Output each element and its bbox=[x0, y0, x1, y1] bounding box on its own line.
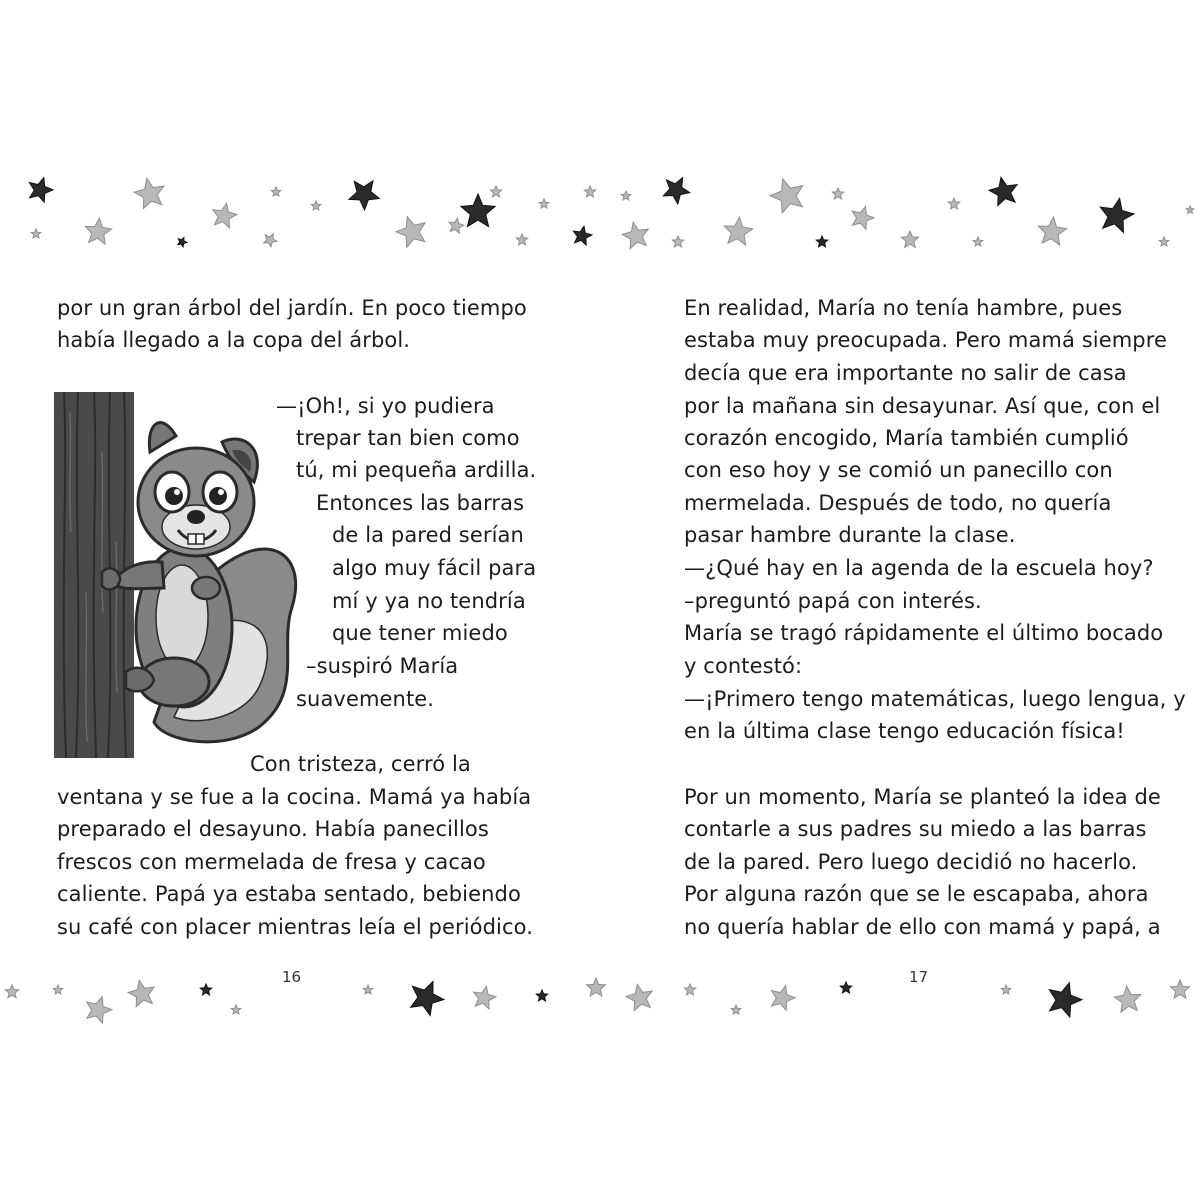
star-border-bottom bbox=[0, 970, 1200, 1030]
star-icon bbox=[946, 196, 962, 212]
star-icon bbox=[82, 216, 114, 248]
star-border-top bbox=[0, 170, 1200, 260]
star-icon bbox=[488, 184, 504, 200]
text-line: —¡Primero tengo matemáticas, luego lengua, y bbox=[684, 687, 1186, 711]
star-icon bbox=[838, 980, 854, 996]
page-number: 16 bbox=[282, 968, 302, 986]
star-icon bbox=[126, 978, 158, 1010]
star-icon bbox=[309, 199, 323, 213]
text-line: —¿Qué hay en la agenda de la escuela hoy? bbox=[684, 556, 1154, 580]
star-icon bbox=[971, 235, 985, 249]
star-icon bbox=[729, 1003, 743, 1017]
text-line: Por alguna razón que se le escapaba, ahora bbox=[684, 882, 1149, 906]
text-line: por un gran árbol del jardín. En poco tiempo bbox=[57, 296, 527, 320]
text-line: en la última clase tengo educación física! bbox=[684, 719, 1125, 743]
star-icon bbox=[767, 983, 797, 1013]
text-line: de la pared. Pero luego decidió no hacerlo. bbox=[684, 850, 1138, 874]
star-icon bbox=[361, 983, 375, 997]
star-icon bbox=[3, 983, 21, 1001]
star-icon bbox=[269, 185, 283, 199]
text-line: decía que era importante no salir de casa bbox=[684, 361, 1127, 385]
text-line: con eso hoy y se comió un panecillo con bbox=[684, 458, 1113, 482]
star-icon bbox=[394, 214, 430, 250]
star-icon bbox=[346, 176, 382, 212]
star-icon bbox=[1096, 196, 1136, 236]
text-line: preparado el desayuno. Había panecillos bbox=[57, 817, 489, 841]
text-line: de la pared serían bbox=[332, 523, 524, 547]
text-line: por la mañana sin desayunar. Así que, con el bbox=[684, 394, 1161, 418]
text-line: ventana y se fue a la cocina. Mamá ya había bbox=[57, 785, 532, 809]
star-icon bbox=[229, 1003, 243, 1017]
star-icon bbox=[624, 982, 656, 1014]
text-line: suavemente. bbox=[296, 687, 435, 711]
star-icon bbox=[470, 984, 498, 1012]
star-icon bbox=[446, 216, 466, 236]
squirrel-on-tree-icon bbox=[54, 392, 310, 758]
star-icon bbox=[1168, 978, 1192, 1002]
text-line: su café con placer mientras leía el periódico. bbox=[57, 915, 533, 939]
text-line: –suspiró María bbox=[306, 654, 459, 678]
text-line: y contestó: bbox=[684, 654, 803, 678]
text-line: contarle a sus padres su miedo a las barras bbox=[684, 817, 1147, 841]
text-line: Por un momento, María se planteó la idea de bbox=[684, 785, 1161, 809]
star-icon bbox=[29, 227, 43, 241]
star-icon bbox=[814, 234, 830, 250]
star-icon bbox=[534, 988, 550, 1004]
star-icon bbox=[899, 229, 921, 251]
star-icon bbox=[1112, 984, 1144, 1016]
star-icon bbox=[570, 224, 594, 248]
text-line: estaba muy preocupada. Pero mamá siempre bbox=[684, 328, 1168, 352]
star-icon bbox=[51, 983, 65, 997]
star-icon bbox=[209, 201, 239, 231]
text-line: corazón encogido, María también cumplió bbox=[684, 426, 1129, 450]
text-line: algo muy fácil para bbox=[332, 556, 537, 580]
star-icon bbox=[458, 192, 498, 232]
star-icon bbox=[682, 982, 698, 998]
star-icon bbox=[582, 184, 598, 200]
star-icon bbox=[1184, 204, 1196, 216]
text-line: caliente. Papá ya estaba sentado, bebiendo bbox=[57, 882, 521, 906]
text-line: —¡Oh!, si yo pudiera bbox=[276, 394, 495, 418]
star-icon bbox=[132, 176, 168, 212]
text-line: mí y ya no tendría bbox=[332, 589, 526, 613]
text-line: María se tragó rápidamente el último bocado bbox=[684, 621, 1164, 645]
star-icon bbox=[848, 204, 876, 232]
star-icon bbox=[406, 978, 446, 1018]
star-icon bbox=[537, 197, 551, 211]
text-line: que tener miedo bbox=[332, 621, 508, 645]
text-line: frescos con mermelada de fresa y cacao bbox=[57, 850, 486, 874]
star-icon bbox=[999, 983, 1013, 997]
star-icon bbox=[721, 215, 755, 249]
text-line: Con tristeza, cerró la bbox=[250, 752, 471, 776]
star-icon bbox=[1157, 235, 1171, 249]
star-icon bbox=[768, 176, 808, 216]
star-icon bbox=[198, 982, 214, 998]
star-icon bbox=[514, 232, 530, 248]
text-line: –preguntó papá con interés. bbox=[684, 589, 982, 613]
page-number: 17 bbox=[909, 968, 929, 986]
star-icon bbox=[987, 175, 1021, 209]
star-icon bbox=[261, 231, 279, 249]
star-icon bbox=[1044, 980, 1084, 1020]
star-icon bbox=[830, 186, 846, 202]
star-icon bbox=[584, 976, 608, 1000]
text-line: pasar hambre durante la clase. bbox=[684, 523, 1016, 547]
text-line: Entonces las barras bbox=[316, 491, 525, 515]
text-line: trepar tan bien como bbox=[296, 426, 520, 450]
text-line: no quería hablar de ello con mamá y papá, a bbox=[684, 915, 1161, 939]
star-icon bbox=[670, 234, 686, 250]
star-icon bbox=[1035, 215, 1069, 249]
text-line: mermelada. Después de todo, no quería bbox=[684, 491, 1112, 515]
text-line: tú, mi pequeña ardilla. bbox=[296, 458, 537, 482]
text-line: En realidad, María no tenía hambre, pues bbox=[684, 296, 1123, 320]
star-icon bbox=[620, 220, 652, 252]
star-icon bbox=[660, 174, 692, 206]
star-icon bbox=[619, 189, 633, 203]
star-icon bbox=[25, 175, 55, 205]
star-icon bbox=[82, 994, 114, 1026]
star-icon bbox=[175, 235, 189, 249]
text-line: había llegado a la copa del árbol. bbox=[57, 328, 411, 352]
